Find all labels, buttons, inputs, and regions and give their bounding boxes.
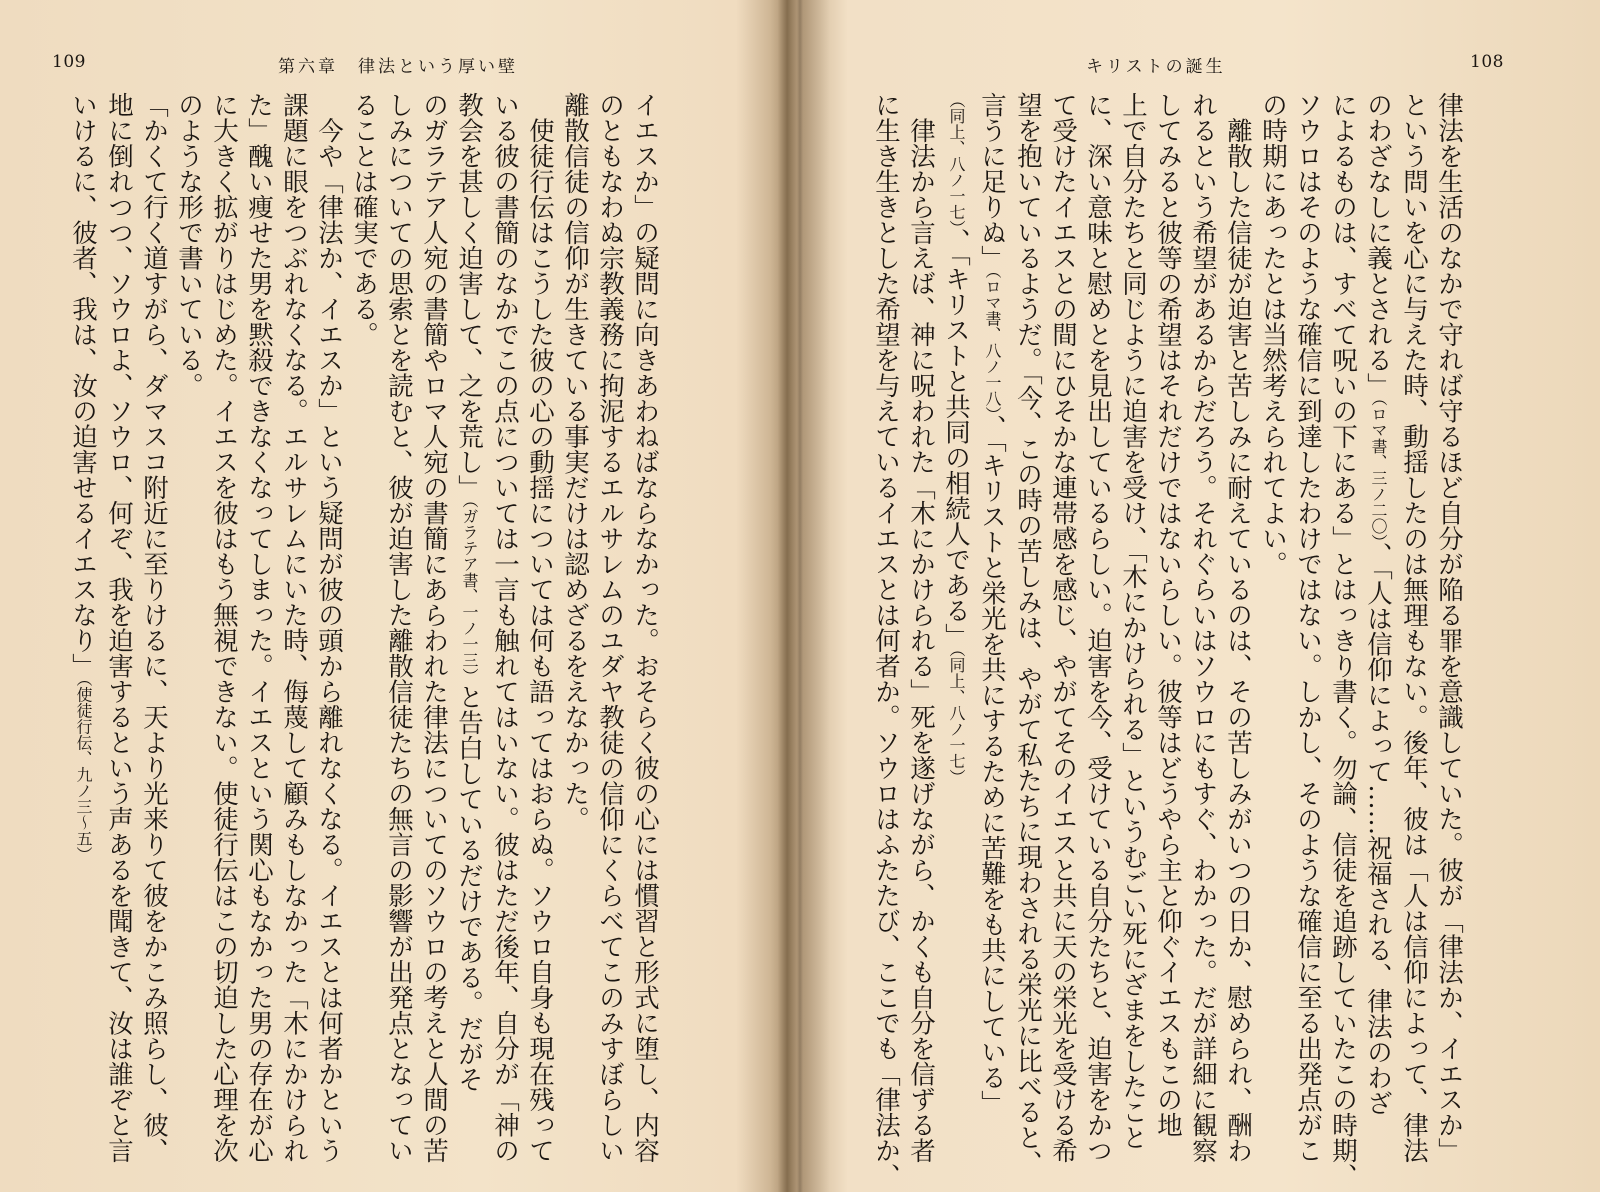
- text-segment: のともなわぬ宗教義務に拘泥するエルサレムのユダヤ教徒の信仰にくらべてこのみすぼらしい: [595, 92, 625, 1163]
- text-segment: 、「キリストと共同の相続人である」: [941, 228, 971, 649]
- text-line: [1045, 92, 1080, 1172]
- text-line: [868, 92, 903, 1189]
- text-line: [416, 92, 451, 1172]
- text-segment: 上で自分たちと同じように迫害を受け、「木にかけられる」というむごい死にざまをしたこと: [1118, 92, 1148, 1151]
- text-line: [903, 92, 938, 1172]
- left-page-text: [65, 92, 662, 1172]
- text-line: [487, 92, 522, 1172]
- text-line: [1396, 92, 1431, 1172]
- text-line: [451, 92, 487, 1172]
- scripture-reference: （使徒行伝、九ノ三〜五）: [74, 678, 93, 863]
- text-segment: いけるに、彼者、我は、汝の迫害せるイエスなり」: [68, 92, 98, 679]
- text-segment: 、「人は信仰によって……祝福される、律法のわざ: [1363, 542, 1393, 1116]
- text-segment: 地に倒れつつ、ソウロよ、ソウロ、何ぞ、我を迫害するという声あるを聞きて、汝は誰ぞと言: [104, 92, 134, 1163]
- text-line: [1290, 92, 1325, 1172]
- text-segment: 、「キリストと栄光を共にするために苦難をも共にしている」: [977, 414, 1007, 1116]
- text-segment: と告白しているだけである。だがそ: [454, 684, 484, 1092]
- text-line: [627, 92, 662, 1172]
- text-segment: 離散信徒の信仰が生きている事実だけは認めざるをえなかった。: [560, 92, 590, 832]
- text-line: [136, 92, 171, 1172]
- text-segment: しみについての思索とを読むと、彼が迫害した離散信徒たちの無言の影響が出発点となってい: [384, 92, 414, 1163]
- text-line: [938, 92, 974, 1172]
- text-segment: に大きく拡がりはじめた。イエスを彼はもう無視できない。使徒行伝はこの切迫した心理を次: [209, 92, 239, 1163]
- running-head: キリストの誕生: [1086, 57, 1226, 77]
- scripture-reference: （ロマ書、三ノ二〇）: [1369, 398, 1388, 542]
- text-segment: イエスか」の疑問に向きあわねばならなかった。おそらく彼の心には慣習と形式に堕し、内容: [630, 92, 660, 1163]
- text-segment: ソウロはそのような確信に到達したわけではない。しかし、そのような確信に至る出発点がこ: [1293, 92, 1323, 1163]
- text-segment: た」醜い痩せた男を黙殺できなくなってしまった。イエスという関心もなかった男の存在が心: [244, 92, 274, 1163]
- text-line: [1185, 92, 1220, 1172]
- right-page: [800, 0, 1600, 1192]
- text-line: [557, 92, 592, 1172]
- text-line: [974, 92, 1010, 1172]
- text-line: [1115, 92, 1150, 1172]
- text-line: [346, 92, 381, 1172]
- text-line: [311, 92, 346, 1172]
- page-number: 109: [52, 52, 86, 72]
- text-segment: のわざなしに義とされる」: [1363, 92, 1393, 398]
- text-line: [1360, 92, 1396, 1172]
- text-segment: 教会を甚しく迫害して、之を荒し」: [454, 92, 484, 500]
- text-segment: のガラテア人宛の書簡やロマ人宛の書簡にあらわれた律法についてのソウロの考えと人間の苦: [419, 92, 449, 1163]
- text-line: [276, 92, 311, 1172]
- text-segment: の時期にあったとは当然考えられてよい。: [1258, 92, 1288, 577]
- page-number: 108: [1470, 52, 1504, 72]
- text-line: [381, 92, 416, 1172]
- text-segment: 望を抱いているようだ。「今、この時の苦しみは、やがて私たちに現わされる栄光に比べると、: [1013, 92, 1043, 1176]
- text-line: [1150, 92, 1185, 1172]
- text-segment: 言うに足りぬ」: [977, 92, 1007, 271]
- text-segment: という問いを心に与えた時、動揺したのは無理もない。後年、彼は「人は信仰によって、律法: [1399, 92, 1429, 1163]
- text-segment: のような形で書いている。: [174, 92, 204, 398]
- text-line: [241, 92, 276, 1172]
- text-segment: に生き生きとした希望を与えているイエスとは何者か。ソウロはふたたび、ここでも「律法か、: [871, 92, 901, 1189]
- text-line: [101, 92, 136, 1172]
- text-line: [1255, 92, 1290, 1172]
- text-segment: 今や「律法か、イエスか」という疑問が彼の頭から離れなくなる。イエスとは何者かという: [314, 92, 344, 1163]
- text-line: [1325, 92, 1360, 1189]
- text-line: [522, 92, 557, 1172]
- text-segment: によるものは、すべて呪いの下にある」とはっきり書く。勿論、信徒を追跡していたこの時期、: [1328, 92, 1358, 1189]
- text-line: [206, 92, 241, 1172]
- text-segment: してみると彼等の希望はそれだけではないらしい。彼等はどうやら主と仰ぐイエスもこの地: [1153, 92, 1183, 1138]
- text-segment: いる彼の書簡のなかでこの点については一言も触れてはいない。彼はただ後年、自分が「神の: [490, 92, 520, 1163]
- text-line: [1010, 92, 1045, 1176]
- text-line: [1431, 92, 1466, 1172]
- text-segment: 使徒行伝はこうした彼の心の動揺については何も語ってはおらぬ。ソウロ自身も現在残って: [525, 92, 555, 1163]
- text-segment: れるという希望があるからだろう。それぐらいはソウロにもすぐ、わかった。だが詳細に観察: [1188, 92, 1218, 1163]
- text-line: [592, 92, 627, 1172]
- scripture-reference: （同上、八ノ一七）: [947, 648, 966, 785]
- text-segment: 律法から言えば、神に呪われた「木にかけられる」死を遂げながら、かくも自分を信ずる者: [906, 92, 936, 1163]
- text-segment: ることは確実である。: [349, 92, 379, 347]
- running-head: 第六章 律法という厚い壁: [278, 57, 518, 77]
- text-segment: て受けたイエスとの間にひそかな連帯感を感じ、やがてそのイエスと共に天の栄光を受ける希: [1048, 92, 1078, 1163]
- text-line: [171, 92, 206, 1172]
- scripture-reference: （同上、八ノ一七）: [947, 92, 966, 228]
- text-segment: 律法を生活のなかで守れば守るほど自分が陥る罪を意識していた。彼が「律法か、イエスか」: [1434, 92, 1464, 1163]
- text-segment: 「かくて行く道すがら、ダマスコ附近に至りけるに、天より光来りて彼をかこみ照らし、彼、: [139, 92, 169, 1163]
- scripture-reference: （ガラテア書、一ノ一三）: [460, 500, 479, 684]
- right-page-text: [868, 92, 1466, 1189]
- text-segment: に、深い意味と慰めとを見出しているらしい。迫害を今、受けている自分たちと、迫害をかつ: [1083, 92, 1113, 1163]
- text-line: [1220, 92, 1255, 1172]
- text-line: [65, 92, 101, 1172]
- scripture-reference: （ロマ書、八ノ一八）: [983, 270, 1002, 415]
- left-page: [0, 0, 790, 1192]
- text-segment: 課題に眼をつぶれなくなる。エルサレムにいた時、侮蔑して顧みもしなかった「木にかけられ: [279, 92, 309, 1163]
- text-line: [1080, 92, 1115, 1172]
- text-segment: 離散した信徒が迫害と苦しみに耐えているのは、その苦しみがいつの日か、慰められ、酬わ: [1223, 92, 1253, 1163]
